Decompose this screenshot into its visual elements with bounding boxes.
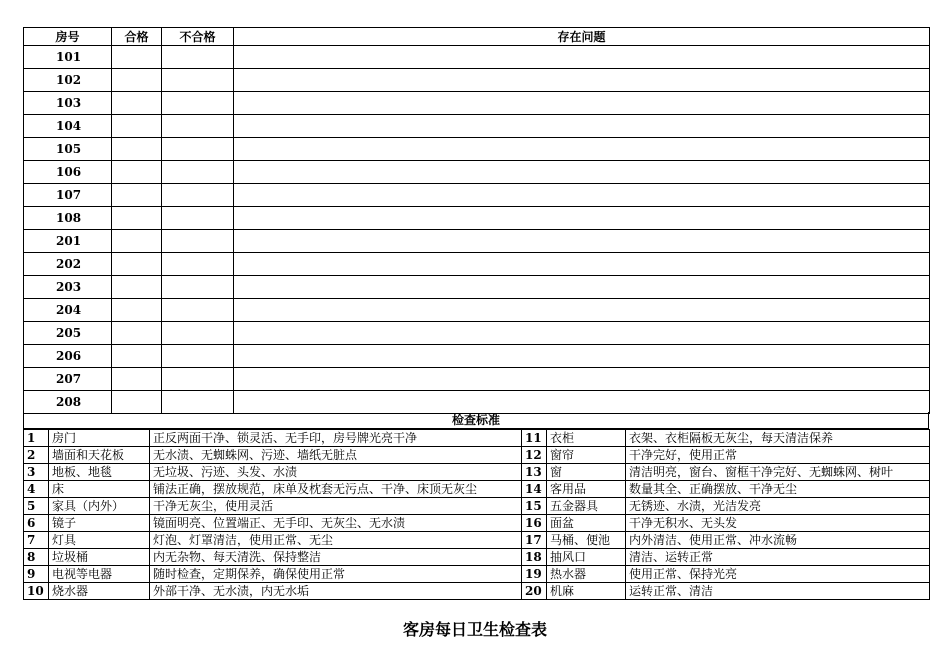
table-row	[24, 391, 930, 414]
standard-description: 铺法正确，摆放规范，床单及枕套无污点、干净、床顶无灰尘	[150, 481, 522, 498]
standard-description: 正反两面干净、锁灵活、无手印，房号牌光亮干净	[150, 430, 522, 447]
header-room: 房号	[24, 28, 112, 46]
standard-item: 烧水器	[49, 583, 150, 600]
fail-cell[interactable]	[162, 115, 234, 138]
standard-number: 3	[24, 464, 49, 481]
issues-cell[interactable]	[234, 207, 930, 230]
table-row	[24, 368, 930, 391]
standard-item: 机麻	[547, 583, 626, 600]
table-row	[24, 532, 930, 549]
table-row	[24, 276, 930, 299]
pass-cell[interactable]	[112, 322, 162, 345]
standard-description: 随时检查，定期保养，确保使用正常	[150, 566, 522, 583]
room-number: 202	[24, 253, 112, 276]
issues-cell[interactable]	[234, 253, 930, 276]
room-number: 204	[24, 299, 112, 322]
fail-cell[interactable]	[162, 368, 234, 391]
standard-number: 15	[522, 498, 547, 515]
standard-description: 干净完好，使用正常	[626, 447, 930, 464]
issues-cell[interactable]	[234, 138, 930, 161]
room-inspection-table	[23, 27, 930, 414]
standard-item: 家具（内外）	[49, 498, 150, 515]
standard-number: 12	[522, 447, 547, 464]
table-row	[24, 138, 930, 161]
room-number: 108	[24, 207, 112, 230]
standard-item: 面盆	[547, 515, 626, 532]
issues-cell[interactable]	[234, 161, 930, 184]
standard-item: 床	[49, 481, 150, 498]
pass-cell[interactable]	[112, 207, 162, 230]
standard-item: 衣柜	[547, 430, 626, 447]
standard-item: 墙面和天花板	[49, 447, 150, 464]
table-row	[24, 430, 930, 447]
issues-cell[interactable]	[234, 391, 930, 414]
issues-cell[interactable]	[234, 368, 930, 391]
standard-number: 4	[24, 481, 49, 498]
table-row	[24, 498, 930, 515]
fail-cell[interactable]	[162, 46, 234, 69]
table-row	[24, 115, 930, 138]
pass-cell[interactable]	[112, 368, 162, 391]
issues-cell[interactable]	[234, 345, 930, 368]
pass-cell[interactable]	[112, 184, 162, 207]
room-number: 207	[24, 368, 112, 391]
fail-cell[interactable]	[162, 230, 234, 253]
standard-description: 干净无灰尘，使用灵活	[150, 498, 522, 515]
fail-cell[interactable]	[162, 184, 234, 207]
issues-cell[interactable]	[234, 322, 930, 345]
standard-description: 灯泡、灯罩清洁，使用正常、无尘	[150, 532, 522, 549]
room-number: 201	[24, 230, 112, 253]
issues-cell[interactable]	[234, 230, 930, 253]
pass-cell[interactable]	[112, 161, 162, 184]
standard-number: 5	[24, 498, 49, 515]
table-row	[24, 583, 930, 600]
pass-cell[interactable]	[112, 138, 162, 161]
standard-description: 干净无积水、无头发	[626, 515, 930, 532]
standard-number: 6	[24, 515, 49, 532]
table-row	[24, 184, 930, 207]
fail-cell[interactable]	[162, 299, 234, 322]
fail-cell[interactable]	[162, 69, 234, 92]
standard-item: 五金器具	[547, 498, 626, 515]
standard-item: 镜子	[49, 515, 150, 532]
standard-number: 10	[24, 583, 49, 600]
standard-item: 抽风口	[547, 549, 626, 566]
standard-description: 使用正常、保持光亮	[626, 566, 930, 583]
standard-item: 房门	[49, 430, 150, 447]
issues-cell[interactable]	[234, 299, 930, 322]
standards-title: 检查标准	[23, 412, 929, 429]
standard-description: 清洁、运转正常	[626, 549, 930, 566]
standard-description: 无垃圾、污迹、头发、水渍	[150, 464, 522, 481]
standard-item: 窗帘	[547, 447, 626, 464]
standard-item: 热水器	[547, 566, 626, 583]
table-row	[24, 515, 930, 532]
room-number: 102	[24, 69, 112, 92]
room-number: 206	[24, 345, 112, 368]
standard-number: 20	[522, 583, 547, 600]
standard-description: 衣架、衣柜隔板无灰尘，每天清洁保养	[626, 430, 930, 447]
header-pass: 合格	[112, 28, 162, 46]
standard-description: 内无杂物、每天清洗、保持整洁	[150, 549, 522, 566]
pass-cell[interactable]	[112, 230, 162, 253]
standard-number: 16	[522, 515, 547, 532]
standard-description: 外部干净、无水渍，内无水垢	[150, 583, 522, 600]
room-number: 105	[24, 138, 112, 161]
standard-description: 内外清洁、使用正常、冲水流畅	[626, 532, 930, 549]
pass-cell[interactable]	[112, 46, 162, 69]
table-row	[24, 322, 930, 345]
pass-cell[interactable]	[112, 345, 162, 368]
pass-cell[interactable]	[112, 299, 162, 322]
standard-number: 2	[24, 447, 49, 464]
standard-number: 13	[522, 464, 547, 481]
standard-number: 18	[522, 549, 547, 566]
table-row	[24, 69, 930, 92]
pass-cell[interactable]	[112, 92, 162, 115]
table-row	[24, 253, 930, 276]
standard-item: 电视等电器	[49, 566, 150, 583]
issues-cell[interactable]	[234, 115, 930, 138]
table-row	[24, 566, 930, 583]
pass-cell[interactable]	[112, 391, 162, 414]
header-row	[24, 28, 930, 46]
fail-cell[interactable]	[162, 391, 234, 414]
standard-item: 客用品	[547, 481, 626, 498]
table-row	[24, 464, 930, 481]
standard-number: 11	[522, 430, 547, 447]
standard-number: 1	[24, 430, 49, 447]
standard-number: 19	[522, 566, 547, 583]
standard-item: 马桶、便池	[547, 532, 626, 549]
table-row	[24, 345, 930, 368]
standard-description: 运转正常、清洁	[626, 583, 930, 600]
table-row	[24, 46, 930, 69]
pass-cell[interactable]	[112, 115, 162, 138]
fail-cell[interactable]	[162, 161, 234, 184]
room-number: 203	[24, 276, 112, 299]
standard-description: 镜面明亮、位置端正、无手印、无灰尘、无水渍	[150, 515, 522, 532]
fail-cell[interactable]	[162, 345, 234, 368]
table-row	[24, 207, 930, 230]
standards-table	[23, 429, 930, 600]
header-issues: 存在问题	[234, 28, 930, 46]
document-title: 客房每日卫生检查表	[402, 620, 547, 639]
fail-cell[interactable]	[162, 276, 234, 299]
room-number: 103	[24, 92, 112, 115]
pass-cell[interactable]	[112, 69, 162, 92]
pass-cell[interactable]	[112, 276, 162, 299]
fail-cell[interactable]	[162, 322, 234, 345]
issues-cell[interactable]	[234, 276, 930, 299]
standard-number: 7	[24, 532, 49, 549]
issues-cell[interactable]	[234, 69, 930, 92]
room-number: 107	[24, 184, 112, 207]
standard-number: 8	[24, 549, 49, 566]
room-number: 104	[24, 115, 112, 138]
room-number: 205	[24, 322, 112, 345]
standard-description: 数量其全、正确摆放、干净无尘	[626, 481, 930, 498]
header-fail: 不合格	[162, 28, 234, 46]
standard-number: 14	[522, 481, 547, 498]
standard-item: 窗	[547, 464, 626, 481]
fail-cell[interactable]	[162, 207, 234, 230]
table-row	[24, 549, 930, 566]
standard-item: 地板、地毯	[49, 464, 150, 481]
standard-description: 无水渍、无蜘蛛网、污迹、墙纸无脏点	[150, 447, 522, 464]
standard-description: 无锈迹、水渍，光洁发亮	[626, 498, 930, 515]
issues-cell[interactable]	[234, 46, 930, 69]
table-row	[24, 161, 930, 184]
issues-cell[interactable]	[234, 92, 930, 115]
standard-number: 17	[522, 532, 547, 549]
standard-description: 清洁明亮，窗台、窗框干净完好、无蜘蛛网、树叶	[626, 464, 930, 481]
room-number: 101	[24, 46, 112, 69]
table-row	[24, 92, 930, 115]
fail-cell[interactable]	[162, 253, 234, 276]
table-row	[24, 230, 930, 253]
room-number: 208	[24, 391, 112, 414]
table-row	[24, 481, 930, 498]
standard-number: 9	[24, 566, 49, 583]
pass-cell[interactable]	[112, 253, 162, 276]
standard-item: 垃圾桶	[49, 549, 150, 566]
table-row	[24, 447, 930, 464]
fail-cell[interactable]	[162, 138, 234, 161]
standard-item: 灯具	[49, 532, 150, 549]
table-row	[24, 299, 930, 322]
room-number: 106	[24, 161, 112, 184]
fail-cell[interactable]	[162, 92, 234, 115]
issues-cell[interactable]	[234, 184, 930, 207]
